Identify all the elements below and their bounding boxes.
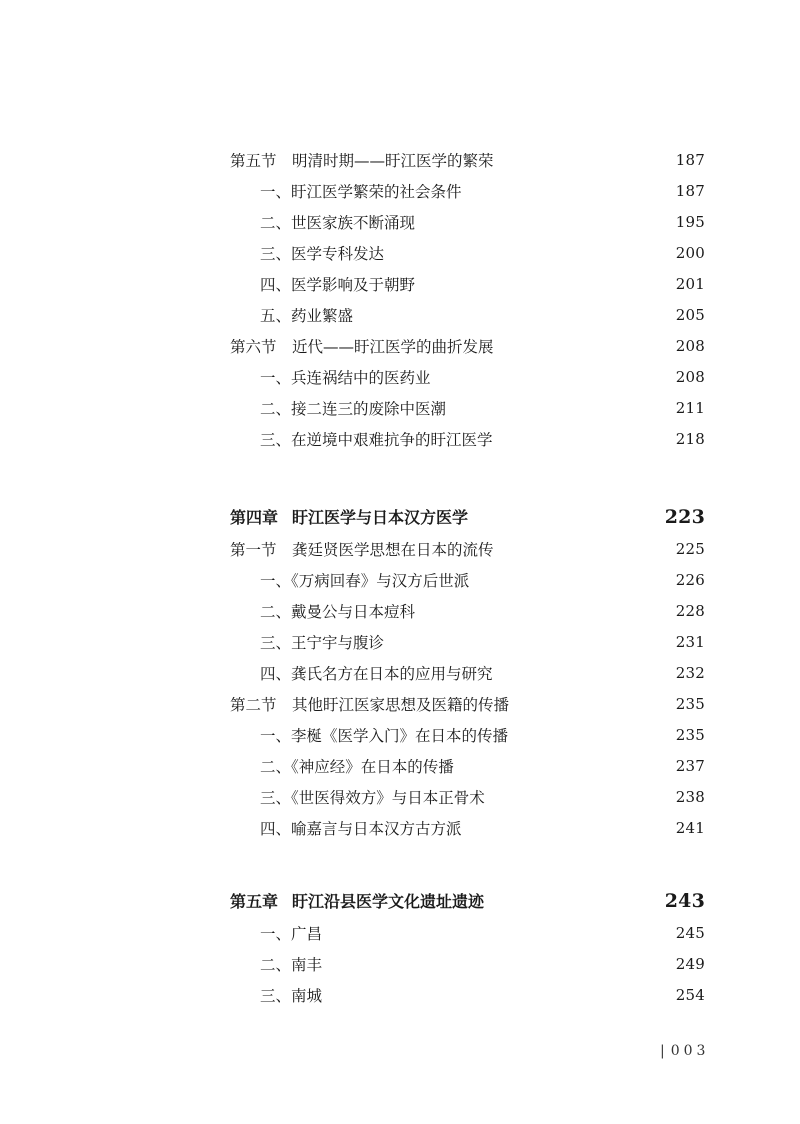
toc-item-row[interactable] [230,657,705,688]
page-number: 241 [675,818,705,837]
toc-item-row[interactable] [230,299,705,330]
page-number: 205 [675,305,705,324]
page-number: 232 [675,663,705,682]
toc-chapter-row[interactable] [230,884,705,917]
folio-separator: | [660,1043,671,1059]
toc-item-title: 一、广昌 [260,924,323,943]
toc-chapter-row[interactable] [230,500,705,533]
toc-section-title [230,693,509,715]
toc-item-row[interactable] [230,750,705,781]
chapter-number: 第四章 [230,508,279,527]
section-title-text: 龚廷贤医学思想在日本的流传 [292,540,494,559]
toc-section-row[interactable] [230,330,705,361]
page-number: 249 [675,954,705,973]
toc-section-row[interactable] [230,688,705,719]
toc-item-row[interactable] [230,979,705,1010]
toc-section-title [230,149,494,171]
page-number: 254 [675,985,705,1004]
toc-item-row[interactable] [230,595,705,626]
page-number: 195 [675,212,705,231]
toc-item-row[interactable] [230,175,705,206]
page-number: 228 [675,601,705,620]
section-number: 第六节 [230,337,277,356]
toc-item-row[interactable] [230,917,705,948]
page-number: 238 [675,787,705,806]
page-number: 208 [675,336,705,355]
page-number: 225 [675,539,705,558]
toc-item-title: 二、戴曼公与日本痘科 [260,602,416,621]
toc-item-title: 三、《世医得效方》与日本正骨术 [260,788,485,807]
toc-section-row[interactable] [230,144,705,175]
toc-item-title: 一、兵连祸结中的医药业 [260,368,431,387]
toc-section-title [230,335,494,357]
toc-item-title: 二、世医家族不断涌现 [260,213,416,232]
chapter-gap [230,454,705,500]
toc-item-row[interactable] [230,361,705,392]
page-number: 231 [675,632,705,651]
chapter-title-text: 盱江医学与日本汉方医学 [292,508,469,527]
page-number: 226 [675,570,705,589]
section-number: 第二节 [230,695,277,714]
page-number: 235 [675,694,705,713]
toc-item-title: 三、在逆境中艰难抗争的盱江医学 [260,430,493,449]
toc-item-row[interactable] [230,206,705,237]
folio-number: 003 [670,1043,710,1059]
section-number: 第五节 [230,151,277,170]
section-title-text: 近代——盱江医学的曲折发展 [292,337,494,356]
toc-chapter-title [230,889,484,912]
page-number: 208 [675,367,705,386]
toc-item-title: 一、李梴《医学入门》在日本的传播 [260,726,509,745]
toc-item-title: 三、医学专科发达 [260,244,385,263]
toc-chapter-title [230,505,468,528]
page-number: 218 [675,429,705,448]
page-number: 235 [675,725,705,744]
toc-item-row[interactable] [230,392,705,423]
toc-item-title: 二、接二连三的废除中医潮 [260,399,447,418]
page-number: 200 [675,243,705,262]
page-number: 211 [675,398,705,417]
toc-item-row[interactable] [230,423,705,454]
toc-item-title: 三、王宁宇与腹诊 [260,633,385,652]
toc-item-row[interactable] [230,719,705,750]
toc-item-row[interactable] [230,268,705,299]
section-number: 第一节 [230,540,277,559]
toc-section-title [230,538,494,560]
page-number: 223 [664,505,705,528]
toc-item-title: 一、《万病回春》与汉方后世派 [260,571,470,590]
toc-item-row[interactable] [230,812,705,843]
page-number: 201 [675,274,705,293]
toc-item-title: 二、南丰 [260,955,323,974]
chapter-number: 第五章 [230,892,279,911]
chapter-gap [230,843,705,884]
toc-item-row[interactable] [230,564,705,595]
page-number: 187 [675,150,705,169]
toc-item-row[interactable] [230,626,705,657]
page-number: 243 [664,889,705,912]
toc-item-title: 三、南城 [260,986,323,1005]
toc-item-title: 四、喻嘉言与日本汉方古方派 [260,819,462,838]
toc-item-title: 四、医学影响及于朝野 [260,275,416,294]
toc-item-row[interactable] [230,781,705,812]
toc-item-row[interactable] [230,948,705,979]
section-title-text: 其他盱江医家思想及医籍的传播 [292,695,510,714]
section-title-text: 明清时期——盱江医学的繁荣 [292,151,494,170]
toc-item-title: 四、龚氏名方在日本的应用与研究 [260,664,493,683]
table-of-contents [230,144,705,1010]
toc-item-title: 一、盱江医学繁荣的社会条件 [260,182,462,201]
page-folio [660,1043,709,1059]
toc-item-title: 二、《神应经》在日本的传播 [260,757,454,776]
toc-item-title: 五、药业繁盛 [260,306,354,325]
toc-item-row[interactable] [230,237,705,268]
page-number: 187 [675,181,705,200]
page-number: 245 [675,923,705,942]
toc-section-row[interactable] [230,533,705,564]
page-number: 237 [675,756,705,775]
chapter-title-text: 盱江沿县医学文化遗址遗迹 [292,892,485,911]
